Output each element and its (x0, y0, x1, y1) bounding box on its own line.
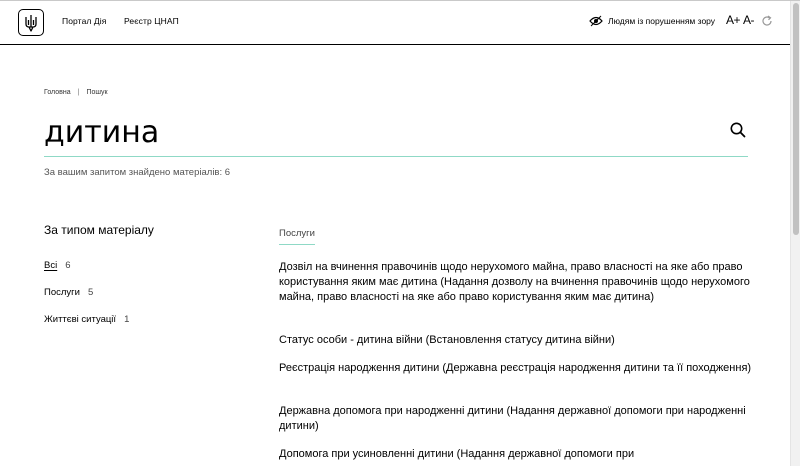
result-link[interactable]: Дозвіл на вчинення правочинів щодо нерухомого майна, право власності на яке або право користування яким має дитина (Надання дозволу на вчинення правочинів щодо нерухомого майна, право власності на яке або право користування яким має дитина) (279, 261, 750, 303)
filter-item-all[interactable] (44, 260, 71, 271)
filter-item-label[interactable]: Життєві ситуації (44, 314, 117, 325)
trident-logo-icon (24, 14, 38, 32)
breadcrumb (44, 89, 108, 96)
search-icon[interactable] (730, 122, 746, 138)
filter-item-count: 1 (124, 314, 130, 325)
page-scrollbar[interactable] (790, 1, 800, 466)
result-link[interactable]: Статус особи - дитина війни (Встановлення статусу дитина війни) (279, 334, 615, 346)
filter-title: За типом матеріалу (44, 223, 154, 237)
breadcrumb-home[interactable]: Головна (44, 89, 71, 96)
filter-item-services[interactable] (44, 287, 93, 298)
filter-item-label[interactable]: Всі (44, 260, 58, 271)
result-link[interactable]: Реєстрація народження дитини (Державна реєстрація народження дитини та її походження) (279, 362, 752, 374)
trident-logo-icon[interactable] (18, 9, 44, 36)
results-count: За вашим запитом знайдено матеріалів: 6 (44, 167, 231, 178)
nav-link-cnap-registry[interactable]: Реєстр ЦНАП (124, 16, 179, 26)
nav-link-portal-diia[interactable]: Портал Дія (62, 16, 107, 26)
tab-services[interactable]: Послуги (279, 228, 315, 245)
filter-item-count: 6 (65, 260, 71, 271)
filter-item-life-situations[interactable] (44, 314, 129, 325)
result-link[interactable]: Державна допомога при народженні дитини (Надання державної допомоги при народженні дитини) (279, 405, 746, 432)
font-decrease-button[interactable]: A- (743, 13, 754, 27)
breadcrumb-separator: | (77, 89, 80, 96)
filter-item-label[interactable]: Послуги (44, 287, 80, 298)
scrollbar-thumb[interactable] (793, 3, 799, 235)
eye-icon[interactable] (589, 15, 603, 27)
search-field (44, 110, 748, 157)
filter-item-count: 5 (87, 287, 94, 298)
search-input[interactable] (44, 114, 704, 150)
site-header (0, 1, 790, 45)
font-increase-button[interactable]: A+ (726, 13, 741, 27)
reset-icon[interactable] (761, 15, 773, 27)
breadcrumb-current: Пошук (86, 89, 108, 96)
result-link[interactable]: Допомога при усиновленні дитини (Надання державної допомоги при (279, 448, 635, 460)
accessibility-mode-link[interactable]: Людям із порушенням зору (608, 16, 716, 26)
